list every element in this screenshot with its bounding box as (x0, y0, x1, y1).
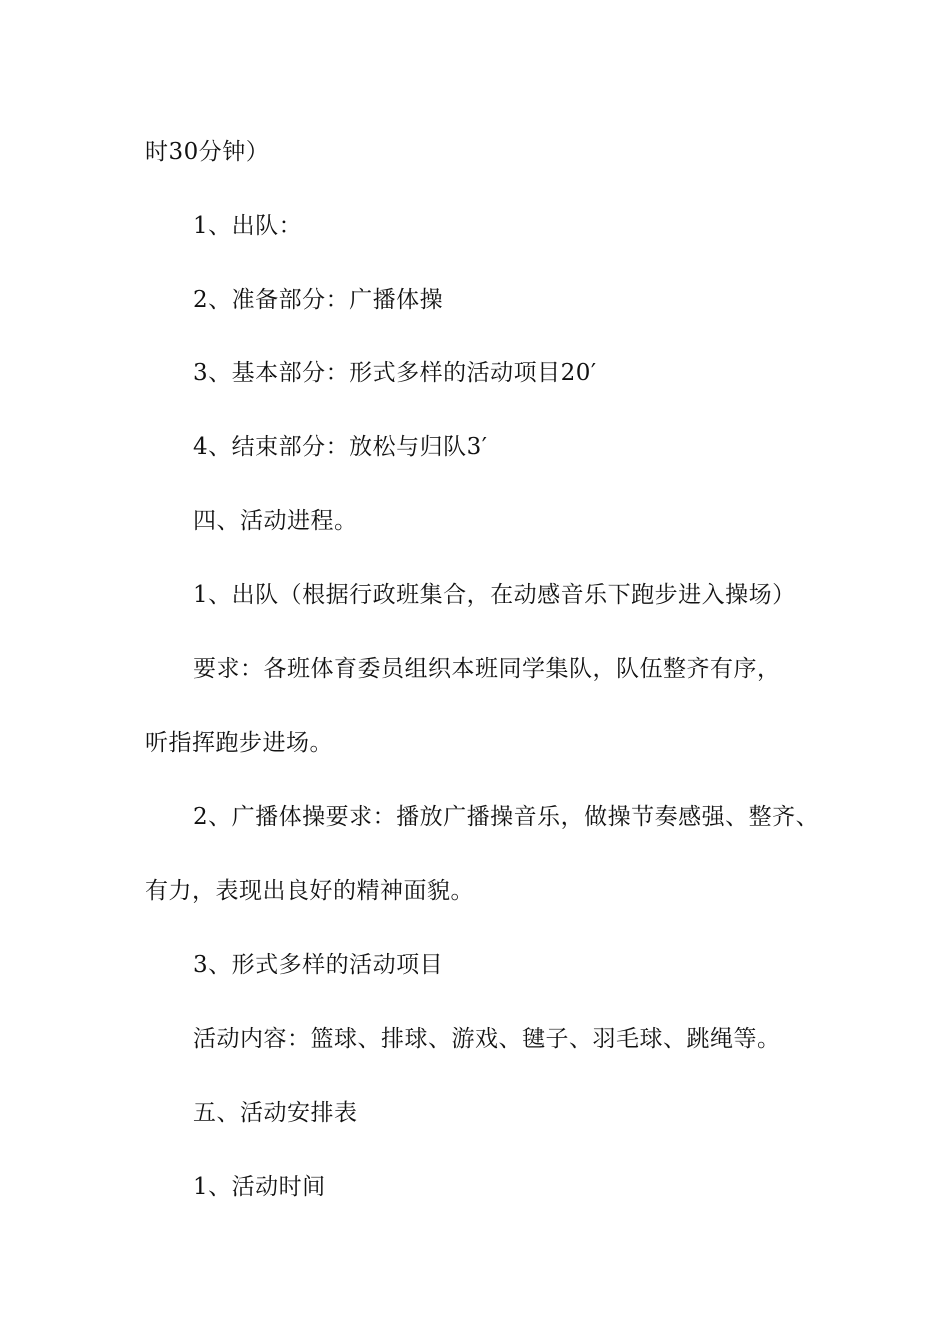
list-item-chudui: 1、出队： (193, 213, 303, 239)
activity-content-paragraph: 活动内容：篮球、排球、游戏、毽子、羽毛球、跳绳等。 (193, 1026, 781, 1052)
list-item-ending-part: 4、结束部分：放松与归队3′ (193, 434, 488, 460)
list-item-basic-part: 3、基本部分：形式多样的活动项目20′ (193, 360, 597, 386)
process-item-chudui: 1、出队（根据行政班集合，在动感音乐下跑步进入操场） (193, 582, 796, 608)
process-item-broadcast-exercise: 2、广播体操要求：播放广播操音乐，做操节奏感强、整齐、 (193, 804, 820, 830)
section-heading-process: 四、活动进程。 (193, 508, 358, 534)
list-item-preparation: 2、准备部分：广播体操 (193, 287, 444, 313)
schedule-item-time: 1、活动时间 (193, 1174, 326, 1200)
requirement-paragraph-continuation: 听指挥跑步进场。 (145, 730, 333, 756)
broadcast-exercise-continuation: 有力，表现出良好的精神面貌。 (145, 878, 474, 904)
requirement-paragraph: 要求：各班体育委员组织本班同学集队，队伍整齐有序， (193, 656, 781, 682)
section-heading-schedule: 五、活动安排表 (193, 1100, 358, 1126)
process-item-activities: 3、形式多样的活动项目 (193, 952, 444, 978)
paragraph-continuation: 时30分钟） (145, 139, 270, 165)
